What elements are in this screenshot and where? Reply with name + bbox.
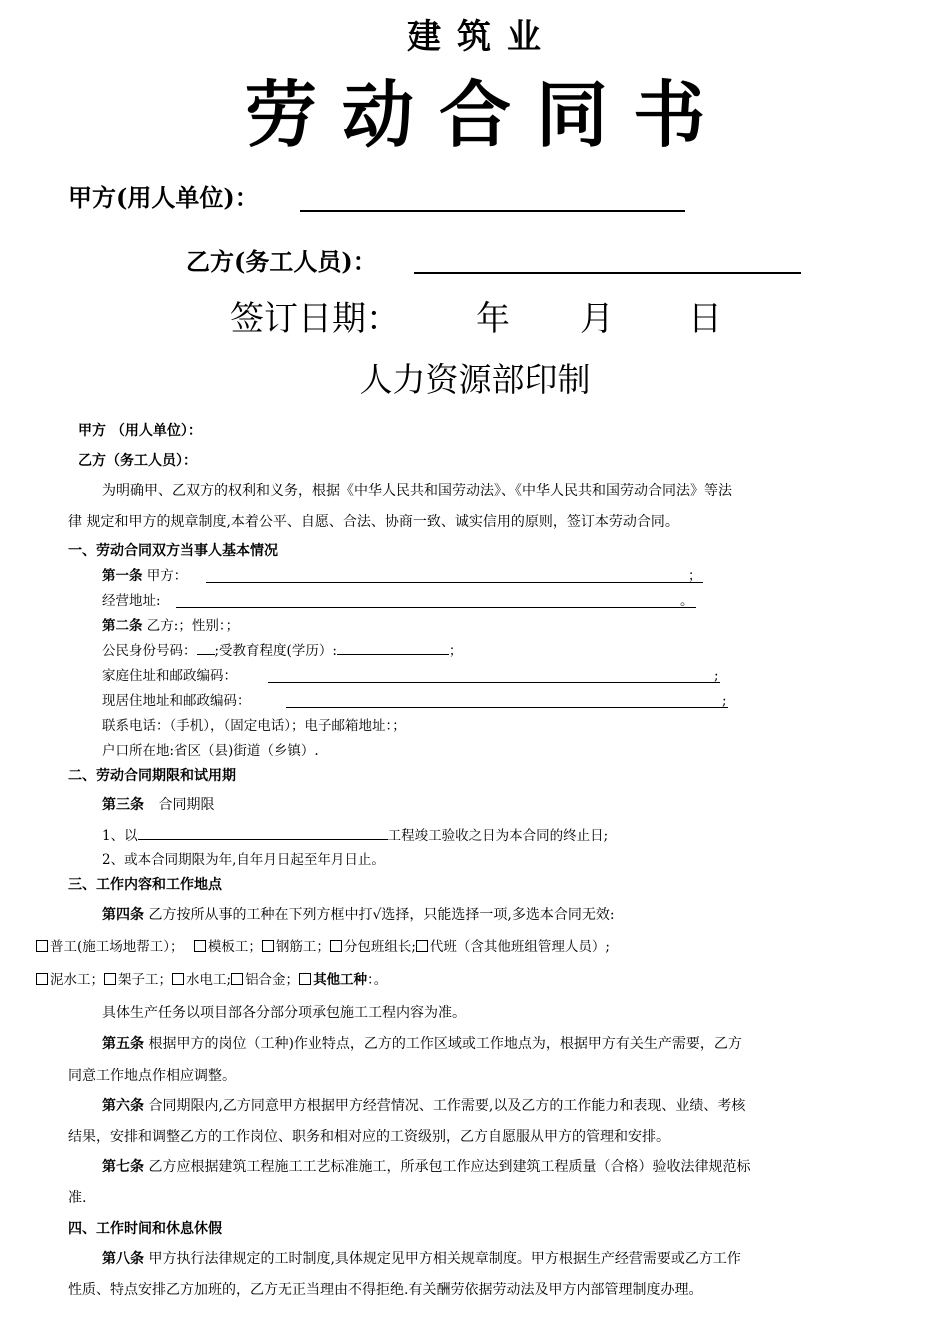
job-option-label: 模板工； xyxy=(207,939,262,955)
article-1-underline xyxy=(206,582,703,583)
article-3-text: 合同期限 xyxy=(158,797,215,813)
cover-day: 日 xyxy=(688,299,722,339)
term-item-1 xyxy=(102,826,608,846)
party-a-line: 甲方 （用人单位）： xyxy=(78,423,202,439)
cover-year: 年 xyxy=(476,299,510,339)
job-option-other-end: ：。 xyxy=(367,972,388,988)
job-option[interactable] xyxy=(330,939,416,955)
job-option[interactable] xyxy=(262,939,330,955)
intro-line-2: 律 规定和甲方的规章制度,本着公平、自愿、合法、协商一致、诚实信用的原则，签订本劳动合同。 xyxy=(68,514,679,530)
article-7-line-2: 准. xyxy=(68,1190,87,1206)
current-address-end: ; xyxy=(722,693,727,709)
article-7-label: 第七条 xyxy=(102,1159,144,1175)
section-1-heading: 一、劳动合同双方当事人基本情况 xyxy=(68,543,278,559)
term-item-2: 2、或本合同期限为年,自年月日起至年月日止。 xyxy=(102,852,385,868)
section-4-heading: 四、工作时间和休息休假 xyxy=(68,1221,222,1237)
cover-sign-date xyxy=(230,296,400,342)
job-option[interactable] xyxy=(172,972,231,988)
job-option[interactable] xyxy=(416,939,610,955)
job-option-label: 分包班组长; xyxy=(343,939,416,955)
article-1-end: ； xyxy=(688,568,702,584)
cover-party-b-line xyxy=(186,244,377,280)
job-options-row-2 xyxy=(36,970,387,990)
id-line xyxy=(102,641,462,661)
article-6-line-1 xyxy=(102,1095,745,1117)
contact-line: 联系电话：（手机），（固定电话）；电子邮箱地址：； xyxy=(102,718,406,734)
checkbox-icon[interactable] xyxy=(172,973,184,985)
article-6-line-2: 结果，安排和调整乙方的工作岗位、职务和相对应的工资级别，乙方自愿服从甲方的管理和安排。 xyxy=(68,1129,670,1145)
term-item-1-suffix: 工程竣工验收之日为本合同的终止日; xyxy=(387,828,609,844)
article-2 xyxy=(102,616,239,636)
cover-sign-date-label: 签订日期： xyxy=(230,299,400,339)
current-address-underline xyxy=(286,707,728,708)
job-option-label: 泥水工； xyxy=(50,972,104,988)
checkbox-icon[interactable] xyxy=(104,973,116,985)
article-2-text: 乙方:；性别：； xyxy=(146,618,240,634)
checkbox-icon[interactable] xyxy=(231,973,243,985)
cover-printed-by: 人力资源部印制 xyxy=(359,360,591,399)
cover-party-a-line xyxy=(68,180,259,216)
section-3-heading: 三、工作内容和工作地点 xyxy=(68,877,222,893)
article-6-text: 合同期限内,乙方同意甲方根据甲方经营情况、工作需要,以及乙方的工作能力和表现、业绩、考核 xyxy=(148,1098,746,1114)
address-end: 。 xyxy=(680,593,694,609)
cover-party-b-underline xyxy=(414,272,801,274)
article-1-label: 第一条 xyxy=(102,568,143,584)
address-label: 经营地址: xyxy=(102,593,161,609)
article-3-label: 第三条 xyxy=(102,797,144,813)
job-option[interactable] xyxy=(194,939,262,955)
party-b-line: 乙方（务工人员）： xyxy=(78,453,197,469)
job-option-other-label: 其他工种 xyxy=(313,972,368,988)
article-8-text: 甲方执行法律规定的工时制度,具体规定见甲方相关规章制度。甲方根据生产经营需要或乙方工作 xyxy=(148,1251,741,1267)
home-address-label: 家庭住址和邮政编码： xyxy=(102,668,237,684)
address-underline xyxy=(176,607,696,608)
id-end: ； xyxy=(448,643,463,659)
job-option-other[interactable] xyxy=(299,972,387,988)
cover-party-b-label: 乙方(务工人员)： xyxy=(186,247,377,276)
article-6-label: 第六条 xyxy=(102,1098,144,1114)
cover-party-a-label: 甲方(用人单位)： xyxy=(68,183,259,212)
task-line: 具体生产任务以项目部各分部分项承包施工工程内容为准。 xyxy=(102,1005,466,1021)
article-7-text: 乙方应根据建筑工程施工工艺标准施工，所承包工作应达到建筑工程质量（合格）验收法律规范标 xyxy=(148,1159,751,1175)
id-underline xyxy=(197,653,215,655)
job-option[interactable] xyxy=(36,972,104,988)
job-option-label: 普工(施工场地帮工）； xyxy=(50,939,184,955)
article-5-line-2: 同意工作地点作相应调整。 xyxy=(68,1068,236,1084)
checkbox-icon[interactable] xyxy=(330,940,342,952)
article-5-label: 第五条 xyxy=(102,1036,144,1052)
term-item-1-prefix: 1、以 xyxy=(102,828,138,844)
hukou-line: 户口所在地:省区（县)街道（乡镇）. xyxy=(102,743,319,759)
article-7-line-1 xyxy=(102,1156,750,1178)
job-option[interactable] xyxy=(36,939,184,955)
cover-title: 劳 动 合 同 书 xyxy=(244,72,706,157)
cover-party-a-underline xyxy=(300,210,685,212)
job-option[interactable] xyxy=(104,972,172,988)
education-underline xyxy=(337,653,449,655)
checkbox-icon[interactable] xyxy=(36,940,48,952)
article-5-text: 根据甲方的岗位（工种)作业特点，乙方的工作区域或工作地点为，根据甲方有关生产需要，乙方 xyxy=(148,1036,742,1052)
cover-month: 月 xyxy=(580,299,614,339)
article-1 xyxy=(102,566,187,586)
article-4 xyxy=(102,904,615,926)
job-options-row-1 xyxy=(36,937,610,957)
job-option-label: 代班（含其他班组管理人员）; xyxy=(429,939,610,955)
checkbox-icon[interactable] xyxy=(416,940,428,952)
article-5-line-1 xyxy=(102,1033,742,1055)
article-2-label: 第二条 xyxy=(102,618,143,634)
article-8-label: 第八条 xyxy=(102,1251,144,1267)
job-option-label: 架子工； xyxy=(118,972,172,988)
job-option-label: 铝合金； xyxy=(245,972,300,988)
home-address-end: ; xyxy=(714,668,719,684)
article-4-label: 第四条 xyxy=(102,907,144,923)
id-mid: ;受教育程度(学历）: xyxy=(214,643,337,659)
article-3 xyxy=(102,794,214,816)
intro-line-1: 为明确甲、乙双方的权利和义务，根据《中华人民共和国劳动法》、《中华人民共和国劳动合同法》等法 xyxy=(102,483,732,499)
cover-industry: 建 筑 业 xyxy=(407,17,543,57)
article-4-text: 乙方按所从事的工种在下列方框中打√选择，只能选择一项,多选本合同无效: xyxy=(148,907,615,923)
job-option[interactable] xyxy=(231,972,299,988)
checkbox-icon[interactable] xyxy=(36,973,48,985)
article-8-line-2: 性质、特点安排乙方加班的，乙方无正当理由不得拒绝.有关酬劳依据劳动法及甲方内部管理制度办理。 xyxy=(68,1282,703,1298)
current-address-label: 现居住地址和邮政编码： xyxy=(102,693,251,709)
term-item-1-underline xyxy=(138,838,388,840)
article-1-text: 甲方： xyxy=(146,568,188,584)
home-address-underline xyxy=(268,682,720,683)
id-label: 公民身份号码： xyxy=(102,643,197,659)
job-option-label: 钢筋工； xyxy=(275,939,330,955)
checkbox-icon[interactable] xyxy=(194,940,206,952)
job-option-label: 水电工; xyxy=(186,972,232,988)
checkbox-icon[interactable] xyxy=(299,973,311,985)
section-2-heading: 二、劳动合同期限和试用期 xyxy=(68,768,236,784)
checkbox-icon[interactable] xyxy=(262,940,274,952)
article-8-line-1 xyxy=(102,1248,741,1270)
